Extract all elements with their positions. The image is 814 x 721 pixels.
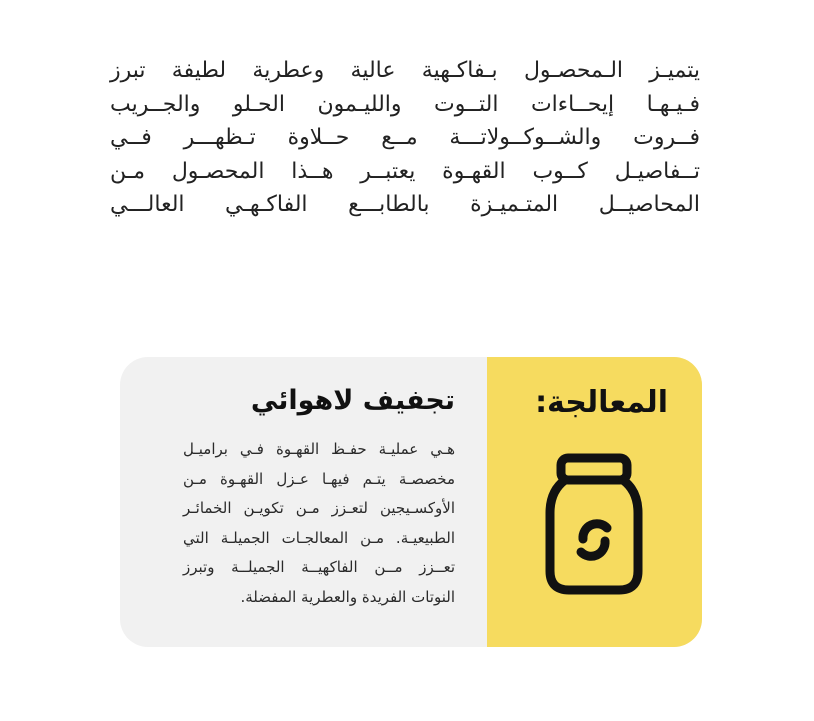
description-line: تــفاصيـل كــوب القهـوة يعتبــر هــذا المحصـول مـن bbox=[110, 158, 700, 184]
processing-side-panel bbox=[487, 357, 702, 647]
processing-method-description bbox=[183, 435, 455, 612]
processing-body-line: مخصصـة يتـم فيهـا عـزل القهـوة مـن bbox=[183, 469, 455, 488]
description-line: فـيـهـا إيحــاءات التــوت والليـمون الحـلو والجــريب bbox=[110, 91, 700, 117]
jar-icon bbox=[545, 453, 643, 595]
description-line: فــروت والشــوكــولاتـــة مــع حــلاوة تـظهـــر فــي bbox=[110, 125, 700, 150]
processing-body-line: هـي عمليـة حفـظ القهـوة فـي براميـل bbox=[183, 440, 455, 458]
processing-method-title: تجفيف لاهوائي bbox=[250, 385, 455, 416]
processing-body-line: تعــزز مــن الفاكهيــة الجميلــة وتبرز bbox=[183, 558, 455, 576]
processing-body-line: النوتات الفريدة والعطرية المفضلة. bbox=[240, 587, 455, 606]
product-description bbox=[110, 54, 700, 222]
processing-details bbox=[120, 357, 487, 647]
processing-card bbox=[120, 357, 702, 647]
processing-body-line: الأوكسـيجين لتعـزز مـن تكويـن الخمائـر bbox=[183, 499, 455, 517]
description-line: المحاصيــل المتـميـزة بالطابـــع الفاكـهـي العالـــي bbox=[110, 192, 700, 217]
description-line: يتميـز الـمحصـول بـفاكـهية عالية وعطرية لطيفة تبرز bbox=[110, 58, 700, 83]
processing-label: المعالجة: bbox=[535, 385, 668, 420]
processing-body-line: الطبيعيـة. مـن المعالجـات الجميلـة التي bbox=[183, 528, 455, 547]
